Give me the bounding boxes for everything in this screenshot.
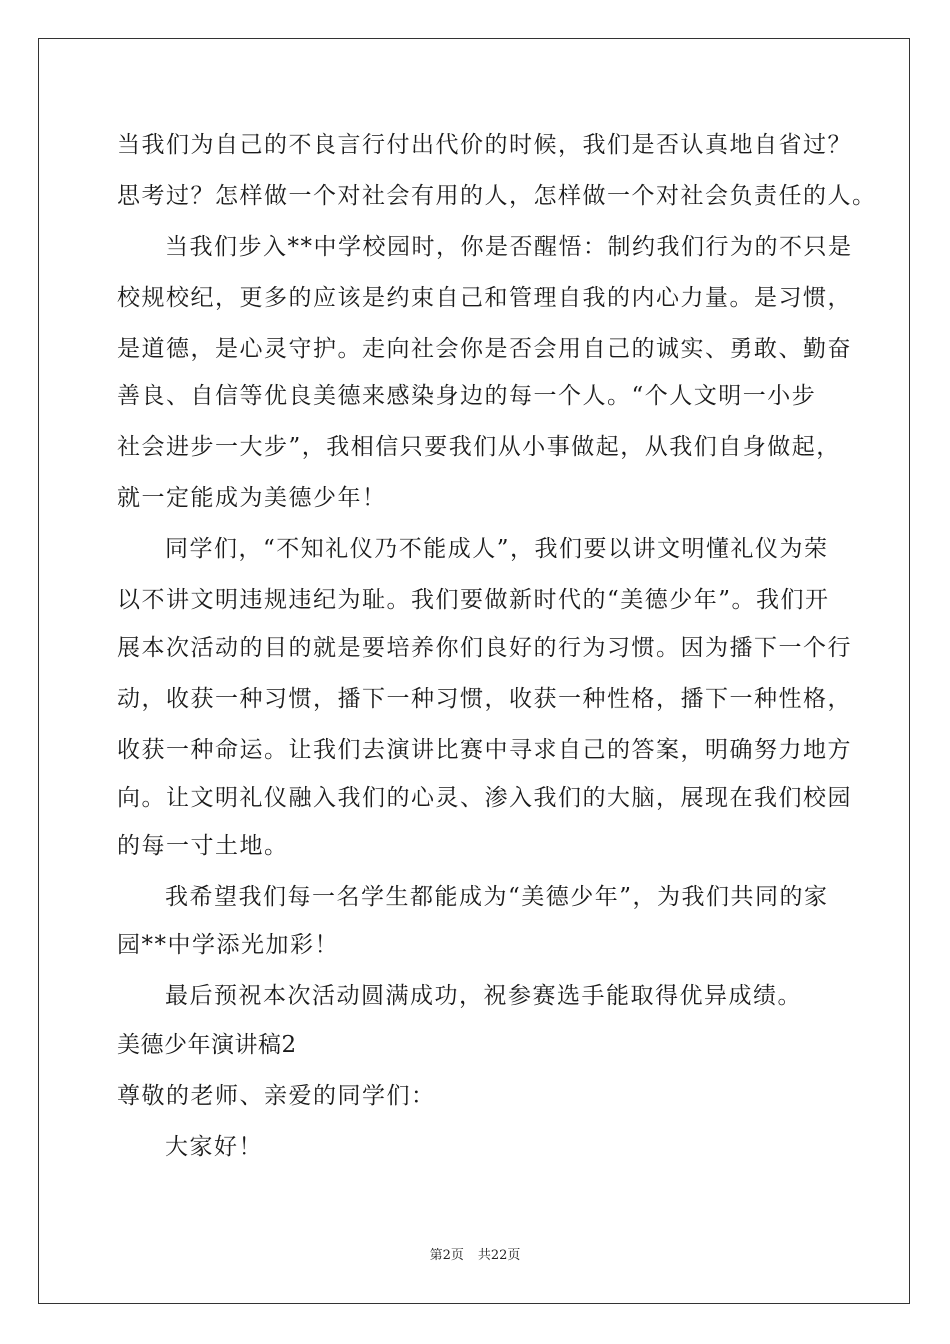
paragraph-line: 收获一种命运。让我们去演讲比赛中寻求自己的答案，明确努力地方 — [117, 737, 852, 763]
paragraph-line: 善良、自信等优良美德来感染身边的每一个人。“个人文明一小步 — [117, 383, 817, 409]
paragraph-line: 思考过？怎样做一个对社会有用的人，怎样做一个对社会负责任的人。 — [117, 183, 877, 209]
salutation: 尊敬的老师、亲爱的同学们： — [117, 1083, 436, 1109]
paragraph-line: 展本次活动的目的就是要培养你们良好的行为习惯。因为播下一个行 — [117, 635, 852, 661]
paragraph-line: 当我们步入**中学校园时，你是否醒悟：制约我们行为的不只是 — [165, 234, 853, 260]
greeting: 大家好！ — [165, 1134, 263, 1160]
paragraph-line: 向。让文明礼仪融入我们的心灵、渗入我们的大脑，展现在我们校园 — [117, 785, 852, 811]
paragraph-line: 的每一寸土地。 — [117, 833, 289, 859]
paragraph-line: 是道德，是心灵守护。走向社会你是否会用自己的诚实、勇敢、勤奋 — [117, 336, 852, 362]
section-heading: 美德少年演讲稿2 — [117, 1032, 297, 1058]
paragraph-line: 校规校纪，更多的应该是约束自己和管理自我的内心力量。是习惯， — [117, 285, 852, 311]
paragraph-line: 园**中学添光加彩！ — [117, 932, 339, 958]
page-number: 第2页 — [429, 1248, 464, 1263]
page-total: 共22页 — [477, 1248, 521, 1263]
paragraph-line: 最后预祝本次活动圆满成功，祝参赛选手能取得优异成绩。 — [165, 983, 802, 1009]
page-border — [38, 38, 910, 1304]
paragraph-line: 动，收获一种习惯，播下一种习惯，收获一种性格，播下一种性格， — [117, 686, 852, 712]
paragraph-line: 以不讲文明违规违纪为耻。我们要做新时代的“美德少年”。我们开 — [117, 587, 830, 613]
page-footer — [0, 1248, 950, 1264]
paragraph-line: 社会进步一大步”，我相信只要我们从小事做起，从我们自身做起， — [117, 434, 841, 460]
paragraph-line: 同学们，“不知礼仪乃不能成人”，我们要以讲文明懂礼仪为荣 — [165, 536, 829, 562]
paragraph-line: 当我们为自己的不良言行付出代价的时候，我们是否认真地自省过？ — [117, 132, 852, 158]
paragraph-line: 就一定能成为美德少年！ — [117, 485, 387, 511]
paragraph-line: 我希望我们每一名学生都能成为“美德少年”，为我们共同的家 — [165, 884, 829, 910]
